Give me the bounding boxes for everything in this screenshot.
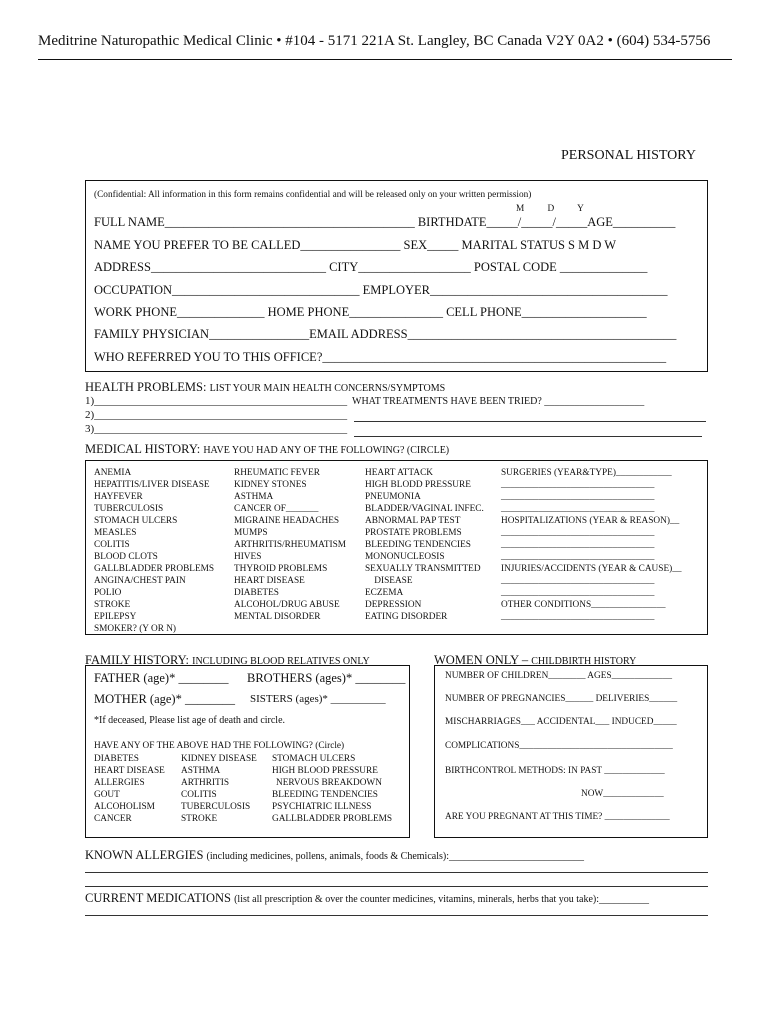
family-condition[interactable]: HIGH BLOOD PRESSURE xyxy=(272,766,378,776)
condition-item[interactable]: ARTHRITIS/RHEUMATISM xyxy=(234,540,347,550)
phone-line[interactable]: WORK PHONE______________ HOME PHONE_______________ CELL PHONE____________________ xyxy=(94,305,647,319)
date-format-mdy: M D Y xyxy=(516,204,584,214)
family-condition[interactable]: GOUT xyxy=(94,790,120,800)
condition-item[interactable]: COLITIS xyxy=(94,540,130,550)
medical-history-label: MEDICAL HISTORY: xyxy=(85,442,204,456)
family-condition[interactable]: ARTHRITIS xyxy=(181,778,229,788)
condition-item[interactable]: BLADDER/VAGINAL INFEC. xyxy=(365,504,484,514)
condition-item[interactable]: STOMACH ULCERS xyxy=(94,516,178,526)
medications-detail: (list all prescription & over the counter medicines, vitamins, minerals, herbs that you take):__________ xyxy=(234,894,649,905)
history-field[interactable]: _________________________________ xyxy=(501,480,655,490)
condition-item[interactable]: DEPRESSION xyxy=(365,600,422,610)
confidential-note: (Confidential: All information in this form remains confidential and will be released only on your written permission) xyxy=(94,190,532,200)
condition-item[interactable]: POLIO xyxy=(94,588,122,598)
condition-item[interactable]: HEART ATTACK xyxy=(365,468,433,478)
allergies-extra-line-2[interactable] xyxy=(85,886,708,887)
complications-field[interactable]: COMPLICATIONS_________________________________ xyxy=(445,741,673,751)
family-conditions-question: HAVE ANY OF THE ABOVE HAD THE FOLLOWING? (Circle) xyxy=(94,741,345,751)
medical-col-1 xyxy=(94,467,214,635)
condition-item[interactable]: HEPATITIS/LIVER DISEASE xyxy=(94,480,210,490)
condition-item[interactable]: THYROID PROBLEMS xyxy=(234,564,328,574)
history-field[interactable]: _________________________________ xyxy=(501,552,655,562)
family-condition[interactable]: BLEEDING TENDENCIES xyxy=(272,790,378,800)
women-only-label: WOMEN ONLY – xyxy=(434,653,532,667)
treatment-line-3[interactable] xyxy=(354,436,702,437)
family-condition[interactable]: PSYCHIATRIC ILLNESS xyxy=(272,802,372,812)
medications-line[interactable] xyxy=(85,889,649,907)
concern-line-1[interactable]: 1)______________________________________________ xyxy=(85,395,348,407)
allergies-line[interactable] xyxy=(85,846,584,864)
condition-item[interactable]: CANCER OF_______ xyxy=(234,504,319,514)
family-condition[interactable]: GALLBLADDER PROBLEMS xyxy=(272,814,393,824)
condition-item[interactable]: ECZEMA xyxy=(365,588,404,598)
condition-item[interactable]: PNEUMONIA xyxy=(365,492,421,502)
condition-item[interactable]: ABNORMAL PAP TEST xyxy=(365,516,461,526)
family-condition[interactable]: NERVOUS BREAKDOWN xyxy=(276,778,382,788)
deceased-note: *If deceased, Please list age of death and circle. xyxy=(94,715,286,726)
treatments-line[interactable]: WHAT TREATMENTS HAVE BEEN TRIED? ____________________ xyxy=(352,396,645,407)
history-field[interactable]: _________________________________ xyxy=(501,588,655,598)
allergies-detail: (including medicines, pollens, animals, foods & Chemicals):___________________________ xyxy=(206,851,584,862)
history-field[interactable]: OTHER CONDITIONS________________ xyxy=(501,600,666,610)
family-condition[interactable]: ASTHMA xyxy=(181,766,221,776)
sisters-ages-field[interactable]: SISTERS (ages)* __________ xyxy=(250,693,386,705)
medical-col-4 xyxy=(501,467,682,623)
health-problems-label: HEALTH PROBLEMS: xyxy=(85,380,210,394)
family-condition[interactable]: COLITIS xyxy=(181,790,217,800)
condition-item[interactable]: SMOKER? (Y OR N) xyxy=(94,624,177,634)
condition-item[interactable]: BLEEDING TENDENCIES xyxy=(365,540,471,550)
history-field[interactable]: HOSPITALIZATIONS (YEAR & REASON)__ xyxy=(501,516,680,526)
condition-item[interactable]: HIVES xyxy=(234,552,262,562)
medications-label: CURRENT MEDICATIONS xyxy=(85,891,235,905)
concern-line-2[interactable]: 2)______________________________________________ xyxy=(85,409,348,421)
address-line[interactable]: ADDRESS____________________________ CITY__________________ POSTAL CODE ______________ xyxy=(94,260,648,274)
family-col-1 xyxy=(94,753,165,825)
occupation-line[interactable]: OCCUPATION______________________________ EMPLOYER______________________________________ xyxy=(94,283,668,297)
pregnant-field[interactable]: ARE YOU PREGNANT AT THIS TIME? ______________ xyxy=(445,812,670,822)
history-field[interactable]: _________________________________ xyxy=(501,540,655,550)
full-name-line[interactable]: FULL NAME________________________________________ BIRTHDATE_____/_____/_____AGE__________ xyxy=(94,215,676,229)
referral-line[interactable]: WHO REFERRED YOU TO THIS OFFICE?_______________________________________________________ xyxy=(94,350,667,364)
family-history-label: FAMILY HISTORY: xyxy=(85,653,193,667)
condition-item[interactable]: ASTHMA xyxy=(234,492,274,502)
concern-line-3[interactable]: 3)______________________________________________ xyxy=(85,423,348,435)
condition-item[interactable]: HIGH BLODD PRESSURE xyxy=(365,480,471,490)
children-field[interactable]: NUMBER OF CHILDREN________ AGES_____________ xyxy=(445,671,673,681)
condition-item[interactable]: KIDNEY STONES xyxy=(234,480,307,490)
page-title: PERSONAL HISTORY xyxy=(561,148,696,163)
condition-item[interactable]: HAYFEVER xyxy=(94,492,143,502)
condition-item[interactable]: HEART DISEASE xyxy=(234,576,305,586)
header-rule xyxy=(38,59,732,60)
brothers-ages-field[interactable]: BROTHERS (ages)* ________ xyxy=(247,671,406,685)
condition-item[interactable]: PROSTATE PROBLEMS xyxy=(365,528,462,538)
condition-item[interactable]: DIABETES xyxy=(234,588,279,598)
condition-item[interactable]: MENTAL DISORDER xyxy=(234,612,321,622)
family-condition[interactable]: TUBERCULOSIS xyxy=(181,802,251,812)
birthcontrol-now-field[interactable]: NOW_____________ xyxy=(581,789,664,799)
family-condition[interactable]: STOMACH ULCERS xyxy=(272,754,356,764)
condition-item[interactable]: STROKE xyxy=(94,600,131,610)
family-condition[interactable]: KIDNEY DISEASE xyxy=(181,754,257,764)
condition-item[interactable]: SEXUALLY TRANSMITTED xyxy=(365,564,481,574)
condition-item[interactable]: MONONUCLEOSIS xyxy=(365,552,445,562)
family-condition[interactable]: STROKE xyxy=(181,814,218,824)
history-field[interactable]: _________________________________ xyxy=(501,492,655,502)
health-problems-sub: LIST YOUR MAIN HEALTH CONCERNS/SYMPTOMS xyxy=(209,383,446,394)
history-field[interactable]: SURGERIES (YEAR&TYPE)____________ xyxy=(501,468,672,478)
condition-item[interactable]: GALLBLADDER PROBLEMS xyxy=(94,564,215,574)
condition-item[interactable]: RHEUMATIC FEVER xyxy=(234,468,321,478)
condition-item[interactable]: DISEASE xyxy=(365,576,413,586)
allergies-extra-line-1[interactable] xyxy=(85,872,708,873)
medical-col-2 xyxy=(234,467,346,623)
history-field[interactable]: _________________________________ xyxy=(501,504,655,514)
allergies-label: KNOWN ALLERGIES xyxy=(85,848,207,862)
family-col-3 xyxy=(272,753,392,825)
pregnancies-field[interactable]: NUMBER OF PREGNANCIES______ DELIVERIES______ xyxy=(445,694,678,704)
father-age-field[interactable]: FATHER (age)* ________ xyxy=(94,671,229,685)
women-only-sub: CHILDBIRTH HISTORY xyxy=(531,656,637,667)
condition-item[interactable]: BLOOD CLOTS xyxy=(94,552,158,562)
miscarriages-field[interactable]: MISCHARRIAGES___ ACCIDENTAL___ INDUCED_____ xyxy=(445,717,677,727)
history-field[interactable]: _________________________________ xyxy=(501,576,655,586)
condition-item[interactable]: EATING DISORDER xyxy=(365,612,448,622)
condition-item[interactable]: ANEMIA xyxy=(94,468,132,478)
family-col-2 xyxy=(181,753,257,825)
medical-col-3 xyxy=(365,467,484,623)
condition-item[interactable]: MIGRAINE HEADACHES xyxy=(234,516,340,526)
family-condition[interactable]: CANCER xyxy=(94,814,132,824)
history-field[interactable]: INJURIES/ACCIDENTS (YEAR & CAUSE)__ xyxy=(501,564,682,574)
condition-item[interactable]: TUBERCULOSIS xyxy=(94,504,164,514)
physician-email-line[interactable]: FAMILY PHYSICIAN________________EMAIL ADDRESS___________________________________________ xyxy=(94,327,677,341)
condition-item[interactable]: MUMPS xyxy=(234,528,268,538)
medical-history-sub: HAVE YOU HAD ANY OF THE FOLLOWING? (CIRCLE) xyxy=(203,445,450,456)
condition-item[interactable]: EPILEPSY xyxy=(94,612,137,622)
family-condition[interactable]: HEART DISEASE xyxy=(94,766,165,776)
family-condition[interactable]: DIABETES xyxy=(94,754,139,764)
clinic-header: Meditrine Naturopathic Medical Clinic • #104 - 5171 221A St. Langley, BC Canada V2Y 0A2 • (604) 534-5756 xyxy=(38,33,711,49)
mother-age-field[interactable]: MOTHER (age)* ________ xyxy=(94,692,235,706)
history-field[interactable]: _________________________________ xyxy=(501,528,655,538)
personal-info-box xyxy=(85,180,708,372)
preferred-name-line[interactable]: NAME YOU PREFER TO BE CALLED________________ SEX_____ MARITAL STATUS S M D W xyxy=(94,238,617,252)
medical-history-heading xyxy=(85,440,449,458)
family-history-sub: INCLUDING BLOOD RELATIVES ONLY xyxy=(192,656,370,667)
medications-extra-line[interactable] xyxy=(85,915,708,916)
health-problems-heading xyxy=(85,378,445,396)
condition-item[interactable]: ANGINA/CHEST PAIN xyxy=(94,576,186,586)
treatment-line-2[interactable] xyxy=(354,421,706,422)
family-condition[interactable]: ALLERGIES xyxy=(94,778,145,788)
family-condition[interactable]: ALCOHOLISM xyxy=(94,802,155,812)
condition-item[interactable]: MEASLES xyxy=(94,528,137,538)
condition-item[interactable]: ALCOHOL/DRUG ABUSE xyxy=(234,600,340,610)
history-field[interactable]: _________________________________ xyxy=(501,612,655,622)
birthcontrol-past-field[interactable]: BIRTHCONTROL METHODS: IN PAST _____________ xyxy=(445,766,665,776)
